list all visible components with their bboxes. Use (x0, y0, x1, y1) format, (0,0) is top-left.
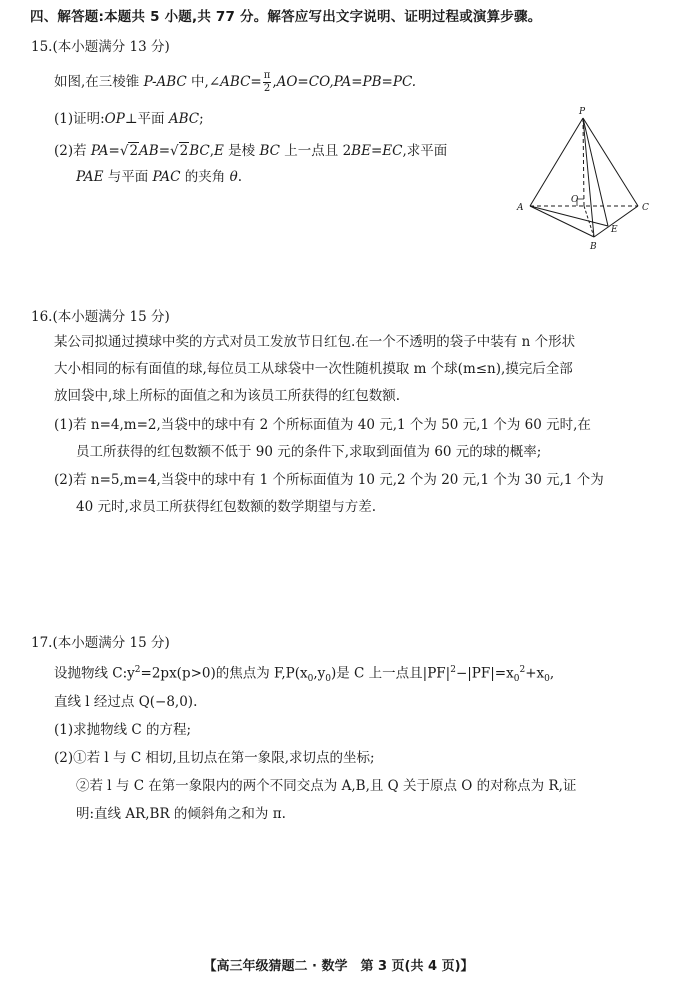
q15-part2-text: 的夹角 (180, 169, 230, 185)
q15-part2-math: BE (351, 143, 371, 159)
section-header: 四、解答题:本题共 5 小题,共 77 分。解答应写出文字说明、证明过程或演算步骤。 (30, 9, 542, 25)
q15-stem-math: ABC (220, 74, 251, 90)
q15-part2-math: E (214, 143, 224, 159)
q17-heading: 17.(本小题满分 15 分) (31, 635, 170, 651)
q15-part2-text: =√ (108, 143, 129, 159)
q15-part1 (54, 110, 204, 130)
q15-part2-math: BC (259, 143, 280, 159)
pi-over-2-fraction (263, 71, 272, 94)
q17-line-1 (54, 664, 554, 686)
q17-line1-text: +x (525, 665, 545, 682)
q15-part2-line2 (76, 168, 242, 188)
q15-part2-math: AB (139, 143, 159, 159)
q15-part2-text: =√ (158, 143, 179, 159)
q15-stem-text: 中,∠ (186, 74, 221, 90)
q17-superscript: 2 (450, 665, 456, 675)
q17-line1-text: =2px(p>0)的焦点为 F,P(x (140, 665, 308, 682)
q17-part2-2-line-1: ②若 l 与 C 在第一象限内的两个不同交点为 A,B,且 Q 关于原点 O 的对称点为 R,证 (76, 778, 577, 794)
q15-stem-text: , (272, 74, 277, 90)
edge-ae (530, 206, 608, 226)
q15-part2-line1 (54, 142, 447, 162)
q16-line-1: 某公司拟通过摸球中奖的方式对员工发放节日红包.在一个不透明的袋子中装有 n 个形状 (54, 334, 576, 350)
q15-part2-text: = (370, 143, 383, 159)
edge-pb (583, 118, 594, 237)
q17-line1-text: 设抛物线 C:y (54, 665, 135, 682)
edge-pc (583, 118, 638, 206)
q17-subscript: 0 (513, 674, 520, 685)
sqrt-radicand: 2 (129, 143, 139, 159)
q16-part1-line-1: (1)若 n=4,m=2,当袋中的球中有 2 个所标面值为 40 元,1 个为 50 元,1 个为 60 元时,在 (54, 417, 591, 433)
q17-line1-text: ,y (313, 665, 326, 682)
label-c: C (642, 203, 649, 213)
q15-part2-text: ,求平面 (402, 143, 448, 159)
q17-part1: (1)求抛物线 C 的方程; (54, 722, 192, 738)
q15-part1-text: ⊥平面 (124, 111, 169, 127)
q15-part2-math: θ (229, 169, 238, 185)
q15-part2-math: BC (189, 143, 210, 159)
q17-line1-text: )是 C 上一点且|PF| (330, 665, 451, 682)
label-p: P (579, 107, 586, 117)
edge-ab (530, 206, 594, 237)
tetrahedron-figure (510, 104, 660, 254)
q16-heading: 16.(本小题满分 15 分) (31, 309, 170, 325)
q15-stem-math: P-ABC (143, 74, 187, 90)
q17-superscript: 2 (519, 665, 526, 675)
q16-line-3: 放回袋中,球上所标的面值之和为该员工所获得的红包数额. (54, 388, 401, 404)
q15-part1-text: ; (199, 111, 204, 127)
q17-line-2: 直线 l 经过点 Q(−8,0). (54, 694, 198, 710)
q16-part2-line-1: (2)若 n=5,m=4,当袋中的球中有 1 个所标面值为 10 元,2 个为 20 元,1 个为 30 元,1 个为 (54, 472, 604, 488)
q17-line1-text: , (549, 665, 555, 682)
page-footer: 【高三年级猜题二 · 数学 第 3 页(共 4 页)】 (203, 959, 474, 974)
q15-stem-text: = (250, 74, 262, 90)
fraction-numerator: π (263, 70, 271, 81)
q15-part2-math: PA (90, 143, 109, 159)
q15-heading: 15.(本小题满分 13 分) (31, 39, 170, 55)
q15-stem-math: AO=CO,PA=PB=PC. (276, 74, 417, 90)
edge-pe (583, 118, 608, 226)
q16-part2-line-2: 40 元时,求员工所获得红包数额的数学期望与方差. (76, 499, 377, 515)
sqrt-radicand: 2 (179, 143, 189, 159)
q15-part1-text: (1)证明: (54, 111, 105, 127)
q15-part2-math: EC (382, 143, 403, 159)
label-e: E (611, 225, 618, 235)
fraction-denominator: 2 (263, 83, 271, 94)
q17-line1-text: −|PF|=x (455, 665, 514, 682)
q15-part2-math: PAC (152, 169, 181, 185)
q16-part1-line-2: 员工所获得的红包数额不低于 90 元的条件下,求取到面值为 60 元的球的概率; (76, 444, 542, 460)
q15-stem (54, 71, 416, 94)
q15-part2-text: 与平面 (103, 169, 153, 185)
q15-part2-text: . (237, 169, 243, 185)
q15-part2-text: (2)若 (54, 143, 91, 159)
q17-subscript: 0 (325, 674, 331, 685)
label-o: O (571, 195, 579, 205)
q15-stem-text: 如图,在三棱锥 (54, 74, 144, 90)
q15-part1-math: ABC (168, 111, 200, 127)
label-a: A (517, 203, 524, 213)
q15-part2-math: PAE (76, 169, 104, 185)
q17-subscript: 0 (307, 674, 314, 685)
q15-part1-math: OP (104, 111, 125, 127)
q17-part2-2-line-2: 明:直线 AR,BR 的倾斜角之和为 π. (76, 806, 286, 822)
label-b: B (590, 242, 597, 252)
q17-subscript: 0 (544, 674, 550, 685)
q15-part2-text: 是棱 (223, 143, 260, 159)
q15-part2-text: , (209, 143, 215, 159)
q17-superscript: 2 (134, 665, 141, 675)
q17-part2-1: (2)①若 l 与 C 相切,且切点在第一象限,求切点的坐标; (54, 750, 375, 766)
edge-pa (530, 118, 583, 206)
q16-line-2: 大小相同的标有面值的球,每位员工从球袋中一次性随机摸取 m 个球(m≤n),摸完后全部 (54, 361, 573, 377)
q15-part2-text: 上一点且 2 (280, 143, 352, 159)
